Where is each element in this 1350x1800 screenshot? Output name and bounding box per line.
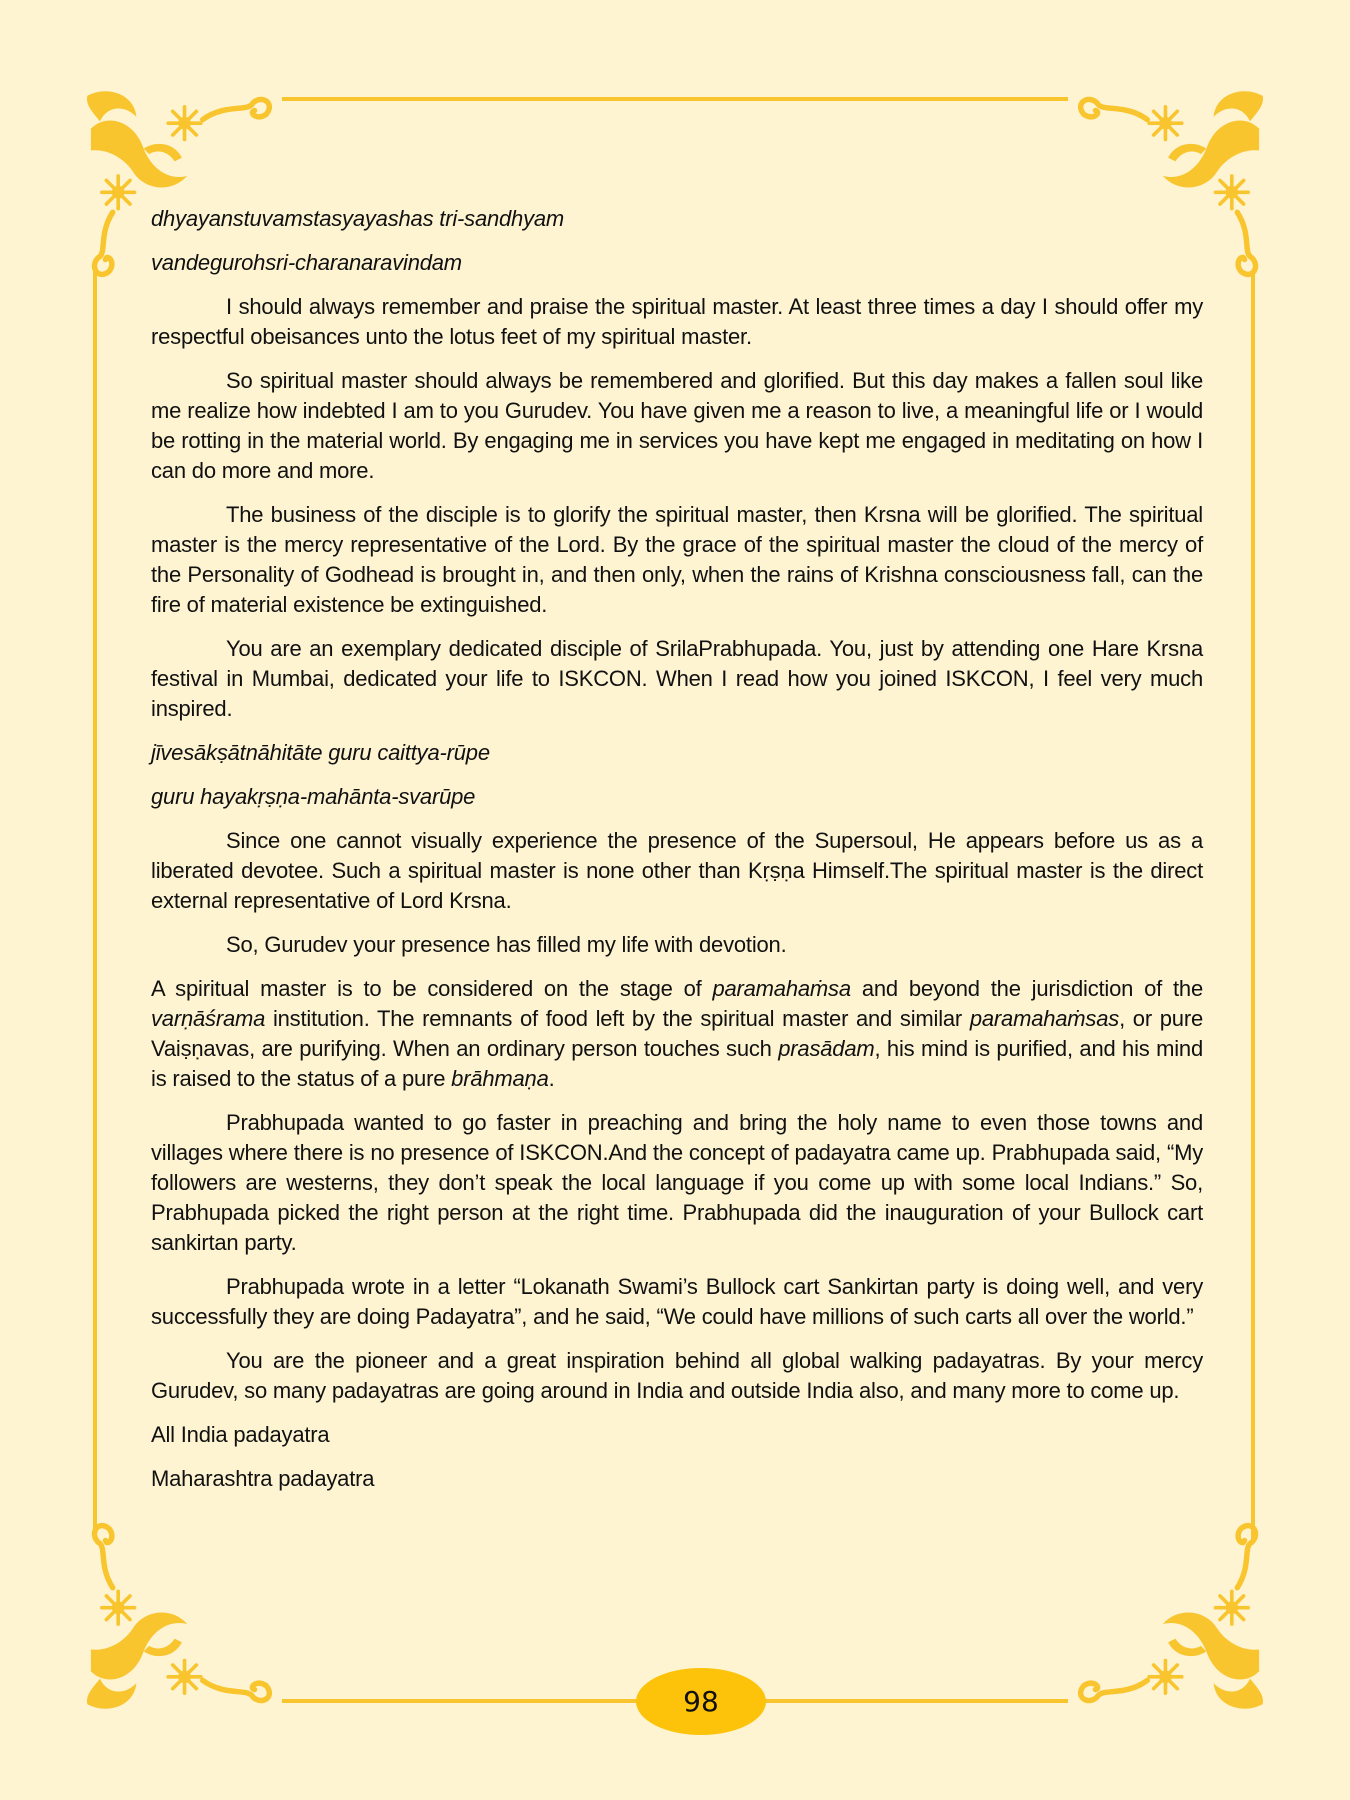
italic-term: varṇāśrama [151, 1006, 266, 1031]
frame-right-line [1251, 272, 1255, 1540]
text-run: A spiritual master is to be considered on the stage of [151, 976, 713, 1001]
verse-line: dhyayanstuvamstasyayashas tri-sandhyam [151, 206, 565, 231]
paragraph: All India padayatra [151, 1422, 330, 1447]
frame-bottom-line-right [764, 1699, 1068, 1703]
paragraph: You are the pioneer and a great inspiration behind all global walking padayatras. By your mercy Gurudev, so many padayatras are going around in India and outside India also, and many more to come up. [151, 1348, 1203, 1403]
verse-line: guru hayakṛṣṇa-mahānta-svarūpe [151, 784, 476, 809]
page-number [636, 1668, 766, 1735]
frame-bottom-line-left [282, 1699, 638, 1703]
text-run: and beyond the jurisdiction of the [850, 976, 1203, 1001]
text-run: , or pure Vaiṣṇavas, are purifying. When an ordinary person touches such [151, 1006, 1203, 1061]
text-run: institution. The remnants of food left by the spiritual master and similar [265, 1006, 970, 1031]
corner-ornament-bottom-right [1070, 1515, 1270, 1715]
paragraph: So, Gurudev your presence has filled my life with devotion. [226, 932, 787, 957]
paragraph: Prabhupada wanted to go faster in preaching and bring the holy name to even those towns and villages where there is no presence of ISKCON.And the concept of padayatra came up. Prabhupada said, “My followers are westerns, they don’t speak the local language if you come up with some local Indians.” So, Prabhupada picked the right person at the right time. Prabhupada did the inauguration of your Bullock cart sankirtan party. [151, 1110, 1203, 1255]
corner-ornament-bottom-left [80, 1515, 280, 1715]
paragraph: I should always remember and praise the spiritual master. At least three times a day I should offer my respectful obeisances unto the lotus feet of my spiritual master. [151, 294, 1203, 349]
italic-term: brāhmaṇa [451, 1066, 549, 1091]
page-body [151, 204, 1203, 1508]
page-number-text: 98 [683, 1685, 719, 1718]
paragraph: Prabhupada wrote in a letter “Lokanath Swami’s Bullock cart Sankirtan party is doing well, and very successfully they are doing Padayatra”, and he said, “We could have millions of such carts all over the world.” [151, 1274, 1203, 1329]
paragraph [151, 974, 1203, 1094]
paragraph: The business of the disciple is to glorify the spiritual master, then Krsna will be glorified. The spiritual master is the mercy representative of the Lord. By the grace of the spiritual master the cloud of the mercy of the Personality of Godhead is brought in, and then only, when the rains of Krishna consciousness fall, can the fire of material existence be extinguished. [151, 502, 1203, 617]
paragraph: Since one cannot visually experience the presence of the Supersoul, He appears before us as a liberated devotee. Such a spiritual master is none other than Kṛṣṇa Himself.The spiritual master is the direct external representative of Lord Krsna. [151, 828, 1203, 913]
frame-top-line [282, 97, 1068, 101]
paragraph: You are an exemplary dedicated disciple of SrilaPrabhupada. You, just by attending one Hare Krsna festival in Mumbai, dedicated your life to ISKCON. When I read how you joined ISKCON, I feel very much inspired. [151, 636, 1203, 721]
paragraph: So spiritual master should always be remembered and glorified. But this day makes a fallen soul like me realize how indebted I am to you Gurudev. You have given me a reason to live, a meaningful life or I would be rotting in the material world. By engaging me in services you have kept me engaged in meditating on how I can do more and more. [151, 368, 1203, 483]
italic-term: paramahaṁsa [712, 976, 851, 1001]
text-run: . [548, 1066, 555, 1091]
verse-line: jīvesākṣātnāhitāte guru caittya-rūpe [151, 740, 490, 765]
text-run: , his mind is purified, and his mind is raised to the status of a pure [151, 1036, 1203, 1091]
paragraph: Maharashtra padayatra [151, 1466, 375, 1491]
verse-line: vandegurohsri-charanaravindam [151, 250, 462, 275]
frame-left-line [93, 272, 97, 1540]
italic-term: prasādam [778, 1036, 875, 1061]
italic-term: paramahaṁsas [969, 1006, 1120, 1031]
